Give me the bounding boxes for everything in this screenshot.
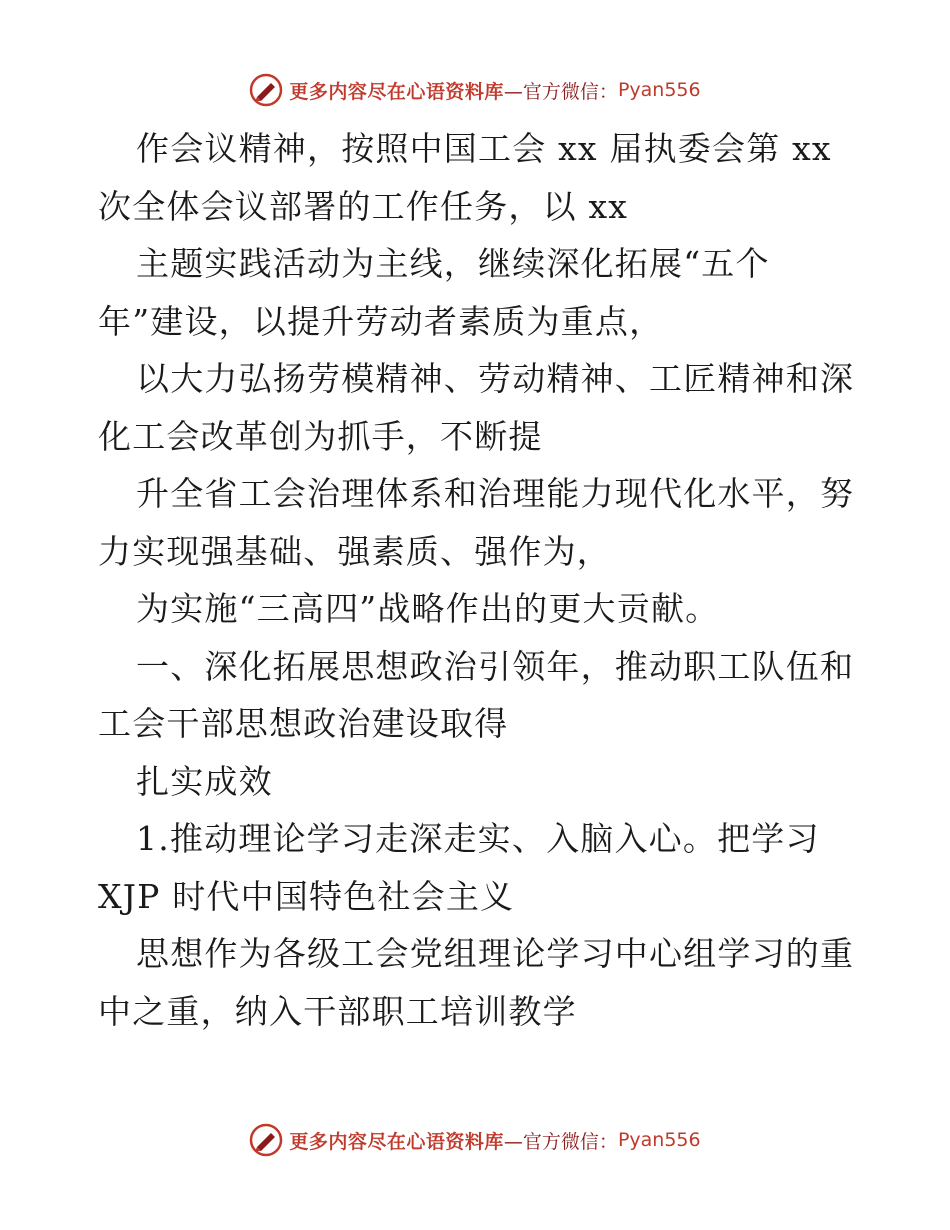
watermark-separator: —官方微信： (503, 80, 618, 103)
text-line: 作会议精神，按照中国工会 xx 届执委会第 xx (136, 129, 832, 168)
header-watermark (0, 70, 950, 110)
section-heading-line: 一、深化拓展思想政治引领年，推动职工队伍和 (136, 646, 855, 686)
text-line: XJP 时代中国特色社会主义 (98, 876, 515, 916)
section-heading-line: 工会干部思想政治建设取得 (98, 704, 509, 743)
pen-logo-icon (249, 1123, 283, 1157)
section-heading-line: 扎实成效 (136, 761, 273, 801)
watermark-text: 更多内容尽在心语资料库 (289, 1130, 504, 1153)
text-line: 思想作为各级工会党组理论学习中心组学习的重 (136, 934, 855, 973)
text-line: 年”建设，以提升劳动者素质为重点， (98, 301, 664, 341)
text-line: 中之重，纳入干部职工培训教学 (98, 991, 577, 1031)
text-line: 1.推动理论学习走深走实、入脑入心。把学习 (136, 819, 820, 858)
footer-watermark (0, 1120, 950, 1160)
watermark-text: 更多内容尽在心语资料库 (289, 80, 504, 103)
pen-logo-icon (249, 73, 283, 107)
text-line: 化工会改革创为抓手，不断提 (98, 416, 543, 456)
text-line: 以大力弘扬劳模精神、劳动精神、工匠精神和深 (136, 359, 855, 398)
text-line: 主题实践活动为主线，继续深化拓展“五个 (136, 244, 770, 283)
watermark-separator: —官方微信： (503, 1130, 618, 1153)
text-line: 为实施“三高四”战略作出的更大贡献。 (136, 589, 720, 628)
watermark-wechat-id: Pyan556 (617, 1129, 701, 1151)
document-body (98, 120, 858, 1040)
watermark-wechat-id: Pyan556 (617, 79, 701, 101)
text-line: 升全省工会治理体系和治理能力现代化水平，努 (136, 474, 855, 513)
text-line: 次全体会议部署的工作任务，以 xx (98, 186, 629, 226)
text-line: 力实现强基础、强素质、强作为， (98, 531, 611, 571)
